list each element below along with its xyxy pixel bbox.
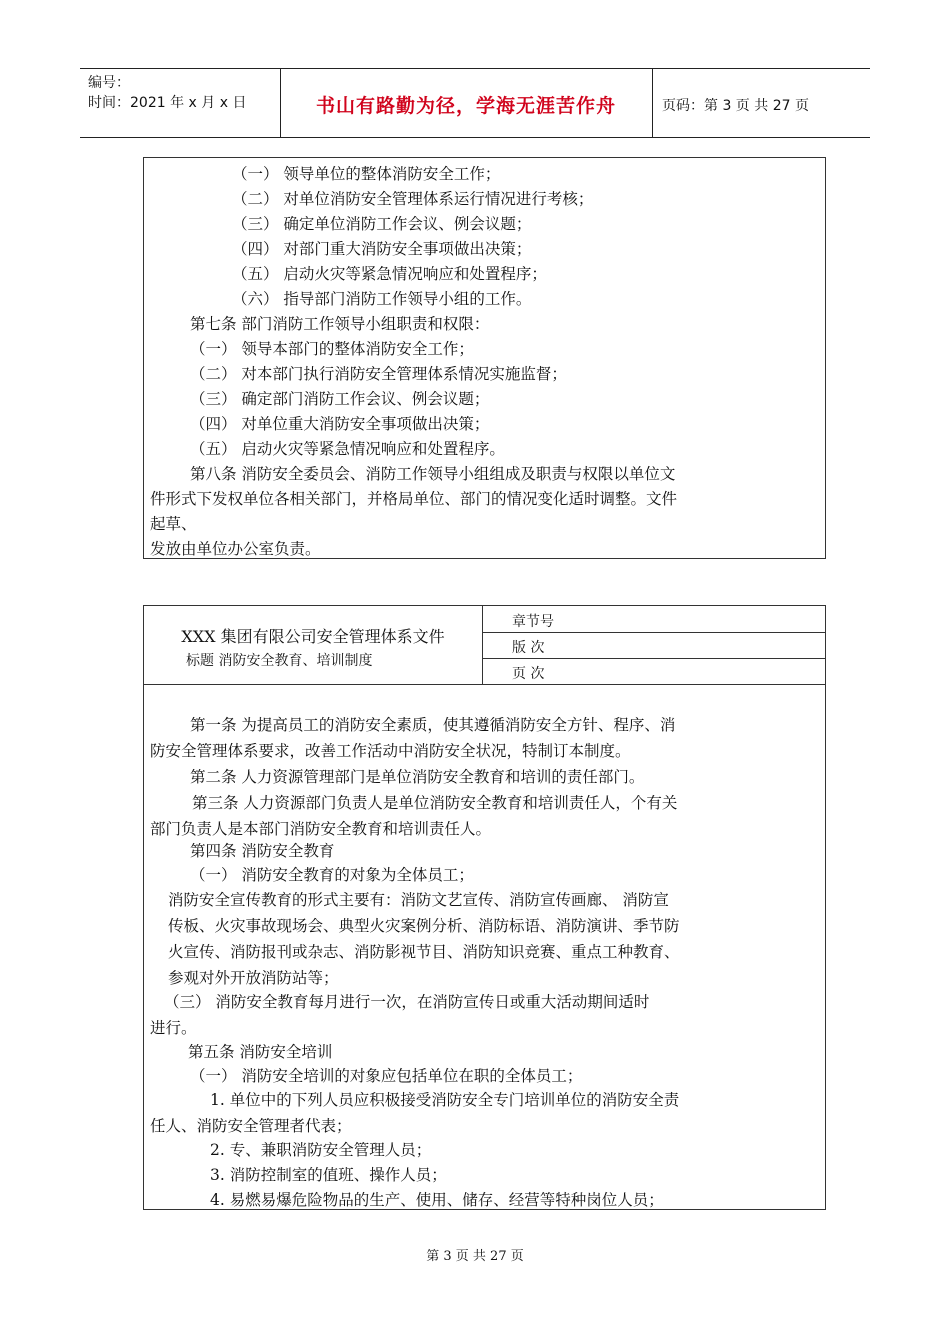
text-line: 3. 消防控制室的值班、操作人员； — [210, 1166, 447, 1184]
version-label: 版 次 — [512, 640, 545, 656]
article-heading: 第五条 消防安全培训 — [188, 1043, 333, 1061]
text-line: 1. 单位中的下列人员应积极接受消防安全专门培训单位的消防安全责 — [210, 1091, 680, 1109]
header-motto: 书山有路勤为径，学海无涯苦作舟 — [315, 95, 616, 117]
text-line: （三） 消防安全教育每月进行一次，在消防宣传日或重大活动期间适时 — [164, 993, 650, 1011]
text-line: （五） 启动火灾等紧急情况响应和处置程序。 — [190, 440, 505, 458]
article-paragraph: 第八条 消防安全委员会、消防工作领导小组组成及职责与权限以单位文 — [190, 465, 676, 483]
article-heading: 第七条 部门消防工作领导小组职责和权限： — [190, 315, 490, 333]
article-paragraph: 第二条 人力资源管理部门是单位消防安全教育和培训的责任部门。 — [190, 768, 645, 786]
text-line: （二） 对单位消防安全管理体系运行情况进行考核； — [232, 190, 594, 208]
text-line: 火宣传、消防报刊或杂志、消防影视节目、消防知识竞赛、重点工种教育、 — [168, 943, 680, 961]
header-divider — [652, 69, 653, 137]
page-label: 页 次 — [512, 666, 545, 682]
article-heading: 第四条 消防安全教育 — [190, 842, 335, 860]
text-line: 进行。 — [150, 1019, 197, 1037]
title-block-divider — [482, 658, 825, 659]
document-title: XXX 集团有限公司安全管理体系文件 — [181, 627, 445, 646]
header-meta — [88, 73, 280, 113]
header-page-info: 页码：第 3 页 共 27 页 — [662, 98, 809, 114]
text-line: 防安全管理体系要求，改善工作活动中消防安全状况，特制订本制度。 — [150, 742, 631, 760]
title-block-divider — [144, 684, 825, 685]
section-fire-education-regulation — [143, 605, 826, 1210]
text-line: （四） 对部门重大消防安全事项做出决策； — [232, 240, 532, 258]
title-block-divider — [482, 632, 825, 633]
text-line: （四） 对单位重大消防安全事项做出决策； — [190, 415, 490, 433]
text-line: 4. 易燃易爆危险物品的生产、使用、储存、经营等特种岗位人员； — [210, 1191, 664, 1209]
text-line: （六） 指导部门消防工作领导小组的工作。 — [232, 290, 532, 308]
page-footer: 第 3 页 共 27 页 — [426, 1249, 524, 1264]
text-line: 发放由单位办公室负责。 — [150, 540, 321, 558]
section-fire-leadership-duties — [143, 157, 826, 559]
title-block-divider — [482, 606, 483, 684]
text-line: 传板、火灾事故现场会、典型火灾案例分析、消防标语、消防演讲、季节防 — [168, 917, 680, 935]
text-line: 起草、 — [150, 515, 197, 533]
text-line: 2. 专、兼职消防安全管理人员； — [210, 1141, 432, 1159]
document-date-label: 时间：2021 年 x 月 x 日 — [88, 95, 247, 111]
text-line: 任人、消防安全管理者代表； — [150, 1117, 352, 1135]
article-paragraph: 第一条 为提高员工的消防安全素质，使其遵循消防安全方针、程序、消 — [190, 716, 676, 734]
text-line: 件形式下发权单位各相关部门，并格局单位、部门的情况变化适时调整。文件 — [150, 490, 678, 508]
chapter-number-label: 章节号 — [512, 614, 554, 630]
document-number-label: 编号： — [88, 75, 130, 91]
text-line: （三） 确定单位消防工作会议、例会议题； — [232, 215, 532, 233]
page-header — [80, 68, 870, 138]
text-line: （一） 消防安全教育的对象为全体员工； — [190, 866, 474, 884]
text-line: 部门负责人是本部门消防安全教育和培训责任人。 — [150, 820, 492, 838]
text-line: （一） 领导单位的整体消防安全工作； — [232, 165, 501, 183]
text-line: （一） 领导本部门的整体消防安全工作； — [190, 340, 474, 358]
text-line: （三） 确定部门消防工作会议、例会议题； — [190, 390, 490, 408]
text-line: （二） 对本部门执行消防安全管理体系情况实施监督； — [190, 365, 567, 383]
document-subtitle: 标题 消防安全教育、培训制度 — [186, 653, 373, 669]
text-line: 参观对外开放消防站等； — [168, 969, 339, 987]
text-line: （五） 启动火灾等紧急情况响应和处置程序； — [232, 265, 547, 283]
text-line: 消防安全宣传教育的形式主要有：消防文艺宣传、消防宣传画廊、 消防宣 — [168, 891, 669, 909]
article-paragraph: 第三条 人力资源部门负责人是单位消防安全教育和培训责任人，个有关 — [192, 794, 678, 812]
text-line: （一） 消防安全培训的对象应包括单位在职的全体员工； — [190, 1067, 583, 1085]
